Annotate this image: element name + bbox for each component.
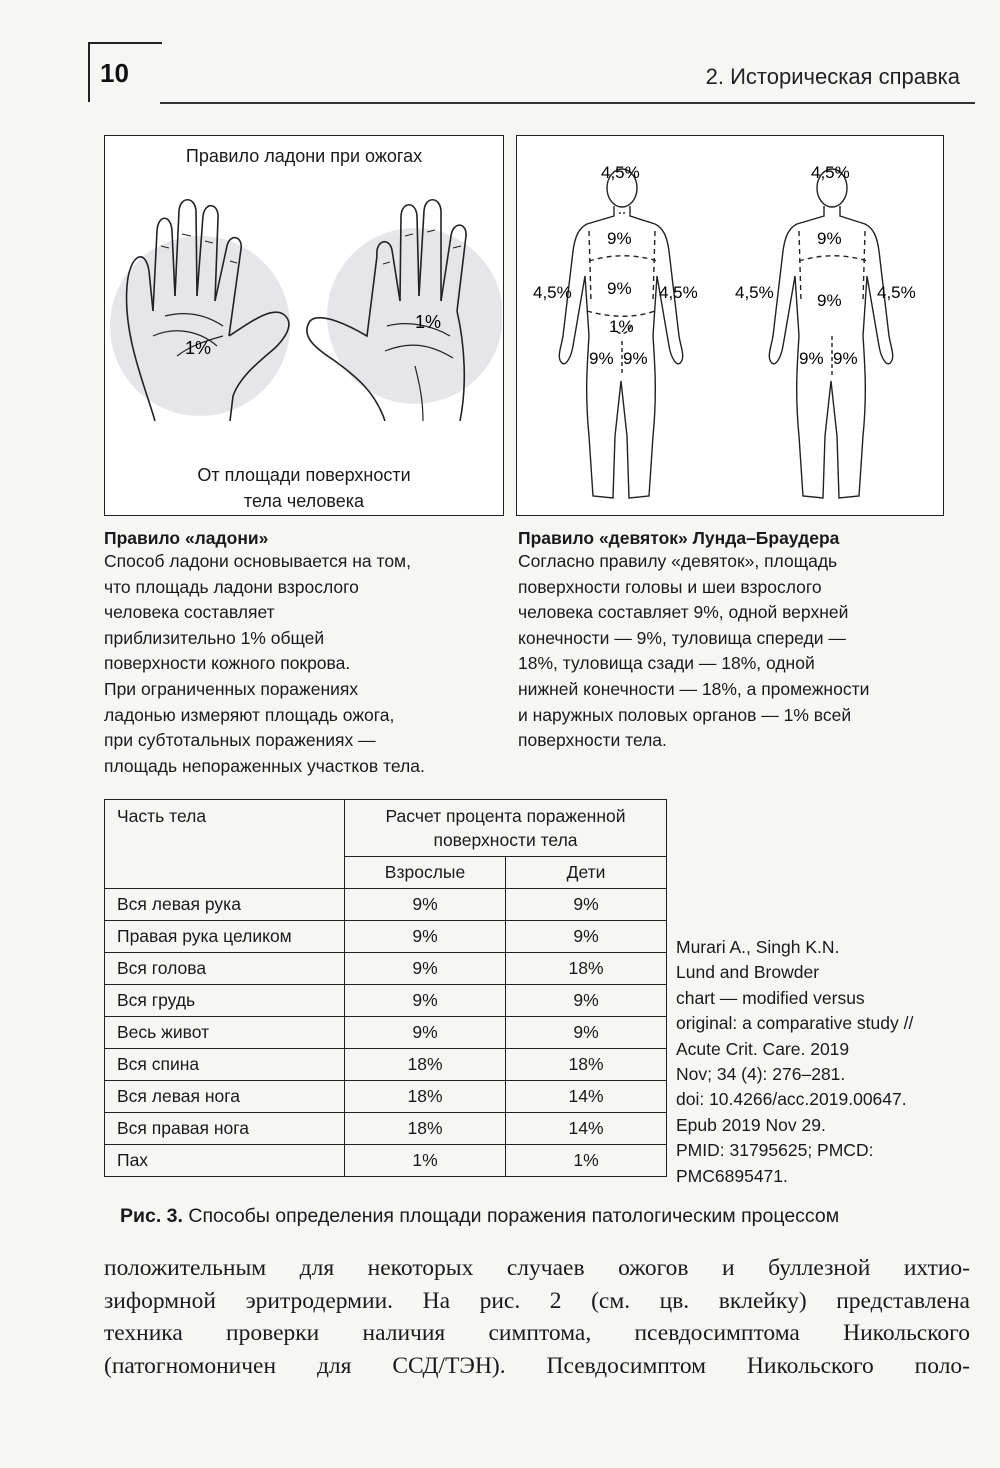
row-adults: 1%	[345, 1145, 506, 1177]
row-part: Вся левая нога	[105, 1081, 345, 1113]
figure-caption-text: Способы определения площади поражения патологическим процессом	[188, 1205, 840, 1227]
back-right-leg-label: 9%	[833, 349, 858, 368]
right-palm-label: 1%	[415, 312, 442, 332]
row-part: Вся голова	[105, 953, 345, 985]
body-outlines	[517, 136, 942, 514]
nines-rule-line: человека составляет 9%, одной верхней	[518, 602, 849, 623]
row-part: Пах	[105, 1145, 345, 1177]
reference-line: Nov; 34 (4): 276–281.	[676, 1064, 846, 1085]
row-children: 14%	[506, 1081, 667, 1113]
front-right-arm-label: 4,5%	[659, 283, 698, 302]
front-left-leg-label: 9%	[589, 349, 614, 368]
body-area-table	[104, 799, 667, 1177]
nines-rule-line: поверхности головы и шеи взрослого	[518, 576, 822, 597]
reference-line: Murari A., Singh K.N.	[676, 937, 840, 957]
palm-figure-title: Правило ладони при ожогах	[185, 146, 423, 166]
palm-rule-line: при субтотальных поражениях —	[104, 730, 376, 751]
palm-rule-line: приблизительно 1% общей	[104, 627, 325, 648]
reference-line: Epub 2019 Nov 29.	[676, 1114, 826, 1135]
nines-rule-description	[518, 528, 968, 754]
nines-rule-line: 18%, туловища сзади — 18%, одной	[518, 653, 815, 674]
palm-rule-line: площадь непораженных участков тела.	[104, 755, 425, 776]
back-body-outline	[769, 169, 892, 498]
table-row	[105, 1113, 667, 1145]
row-adults: 9%	[345, 889, 506, 921]
reference-line: Lund and Browder	[676, 962, 820, 983]
header-calc-line-2: поверхности тела	[433, 830, 578, 850]
header-calc-line-1: Расчет процента пораженной	[385, 806, 626, 826]
row-children: 9%	[506, 985, 667, 1017]
table-row	[105, 1081, 667, 1113]
header-children: Дети	[506, 857, 667, 889]
table-row	[105, 953, 667, 985]
reference-citation	[676, 935, 976, 1189]
front-left-arm-label: 4,5%	[533, 283, 572, 302]
row-children: 9%	[506, 889, 667, 921]
palm-rule-line: человека составляет	[104, 602, 275, 623]
row-part: Вся правая нога	[105, 1113, 345, 1145]
row-adults: 9%	[345, 1017, 506, 1049]
row-part: Вся грудь	[105, 985, 345, 1017]
back-lower-label: 9%	[817, 291, 842, 310]
front-head-label: 4,5%	[601, 163, 640, 182]
row-children: 1%	[506, 1145, 667, 1177]
row-adults: 18%	[345, 1113, 506, 1145]
row-part: Вся спина	[105, 1049, 345, 1081]
row-adults: 18%	[345, 1081, 506, 1113]
palm-rule-body	[104, 549, 504, 779]
palm-subtitle-line-1: От площади поверхности	[197, 465, 411, 485]
body-line: зиформной эритродермии. На рис. 2 (см. цв. вклейку) представлена	[104, 1287, 970, 1314]
palms-illustration	[105, 136, 502, 514]
body-paragraph	[104, 1252, 970, 1382]
back-left-leg-label: 9%	[799, 349, 824, 368]
table-row	[105, 1049, 667, 1081]
palm-rule-line: Способ ладони основывается на том,	[104, 551, 411, 571]
palm-rule-line: При ограниченных поражениях	[104, 678, 359, 699]
palm-rule-figure	[104, 135, 504, 516]
row-adults: 9%	[345, 953, 506, 985]
palm-rule-line: ладонью измеряют площадь ожога,	[104, 704, 395, 725]
row-children: 9%	[506, 921, 667, 953]
front-perineum-label: 1%	[609, 317, 634, 336]
nines-rule-line: нижней конечности — 18%, а промежности	[518, 678, 870, 699]
figure-caption	[120, 1205, 839, 1228]
row-children: 14%	[506, 1113, 667, 1145]
reference-line: original: a comparative study //	[676, 1013, 914, 1034]
header-rule	[160, 102, 975, 104]
nines-rule-line: конечности — 9%, туловища спереди —	[518, 627, 846, 648]
back-head-label: 4,5%	[811, 163, 850, 182]
body-line: (патогномоничен для ССД/ТЭН). Псевдосимптом Никольского поло-	[104, 1352, 970, 1379]
figure-label: Рис. 3.	[120, 1205, 183, 1227]
nines-rule-body	[518, 549, 968, 754]
back-left-arm-label: 4,5%	[735, 283, 774, 302]
header-calc	[345, 800, 667, 857]
table-row	[105, 921, 667, 953]
reference-line: Acute Crit. Care. 2019	[676, 1038, 850, 1059]
table-row	[105, 1145, 667, 1177]
header-adults: Взрослые	[345, 857, 506, 889]
back-right-arm-label: 4,5%	[877, 283, 916, 302]
reference-line: doi: 10.4266/acc.2019.00647.	[676, 1089, 907, 1110]
nines-rule-title: Правило «девяток» Лунда–Браудера	[518, 528, 840, 548]
section-title: 2. Историческая справка	[705, 64, 960, 89]
table-row	[105, 889, 667, 921]
nines-rule-line: поверхности тела.	[518, 730, 667, 751]
table-row	[105, 1017, 667, 1049]
table-row	[105, 985, 667, 1017]
reference-line: chart — modified versus	[676, 987, 865, 1008]
reference-line: PMC6895471.	[676, 1165, 788, 1186]
nines-rule-line: Согласно правилу «девяток», площадь	[518, 551, 838, 571]
front-abdomen-label: 9%	[607, 279, 632, 298]
reference-line: PMID: 31795625; PMCD:	[676, 1140, 874, 1161]
header-part: Часть тела	[105, 800, 345, 889]
row-children: 9%	[506, 1017, 667, 1049]
body-line: положительным для некоторых случаев ожогов и буллезной ихтио-	[104, 1255, 970, 1281]
back-upper-label: 9%	[817, 229, 842, 248]
palm-rule-title: Правило «ладони»	[104, 528, 269, 548]
body-line: техника проверки наличия симптома, псевдосимптома Никольского	[104, 1320, 970, 1346]
row-part: Вся левая рука	[105, 889, 345, 921]
row-part: Правая рука целиком	[105, 921, 345, 953]
palm-subtitle-line-2: тела человека	[243, 491, 365, 511]
nines-rule-line: и наружных половых органов — 1% всей	[518, 704, 852, 725]
front-right-leg-label: 9%	[623, 349, 648, 368]
nines-rule-figure	[516, 135, 944, 516]
palm-rule-line: поверхности кожного покрова.	[104, 653, 351, 674]
row-adults: 9%	[345, 921, 506, 953]
left-palm-label: 1%	[185, 338, 212, 358]
row-part: Весь живот	[105, 1017, 345, 1049]
palm-rule-line: что площадь ладони взрослого	[104, 576, 359, 597]
row-children: 18%	[506, 1049, 667, 1081]
palm-rule-description	[104, 528, 504, 779]
row-adults: 9%	[345, 985, 506, 1017]
row-adults: 18%	[345, 1049, 506, 1081]
row-children: 18%	[506, 953, 667, 985]
palm-figure-subtitle	[104, 462, 504, 514]
front-chest-label: 9%	[607, 229, 632, 248]
page-number: 10	[100, 58, 129, 88]
